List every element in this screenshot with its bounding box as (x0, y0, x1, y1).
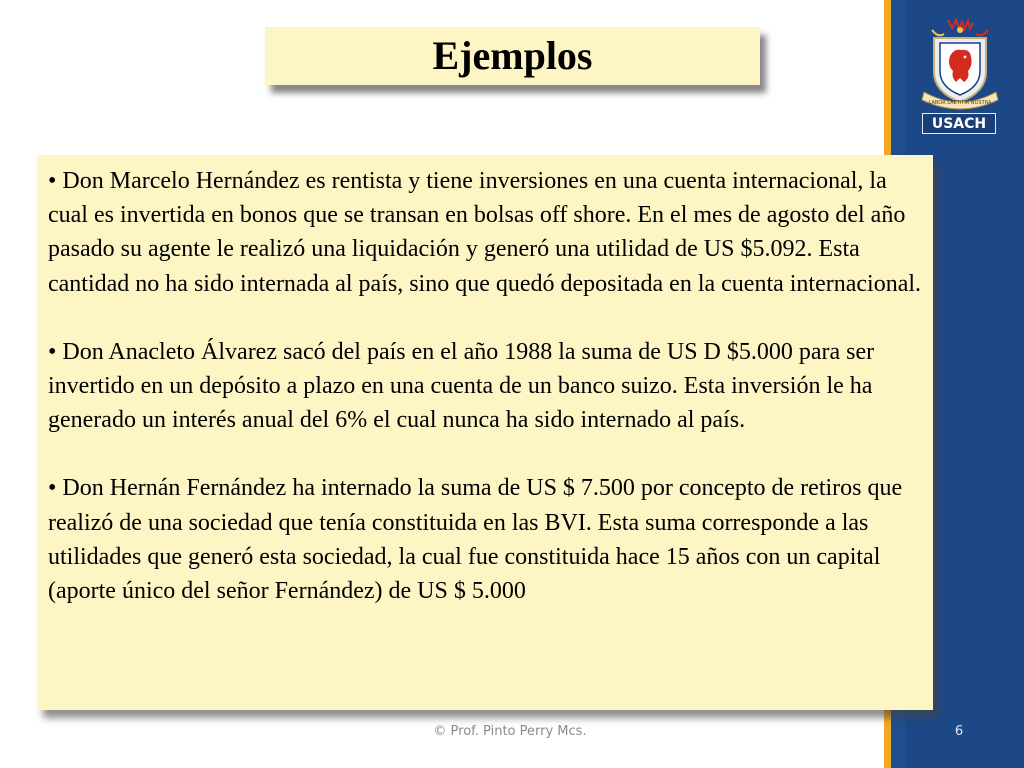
logo-label: USACH (922, 113, 996, 134)
example-paragraph-2: • Don Anacleto Álvarez sacó del país en el año 1988 la suma de US D $5.000 para ser invertido en un depósito a plazo en una cuenta de un banco suizo. Esta inversión le ha generado un interés anual del 6% el cual nunca ha sido internado al país. (48, 338, 875, 434)
title-box (265, 27, 760, 85)
page-number: 6 (954, 724, 964, 739)
content-box (37, 155, 933, 710)
example-paragraph-3: • Don Hernán Fernández ha internado la suma de US $ 7.500 por concepto de retiros que realizó de una sociedad que tenía constituida en las BVI. Esta suma corresponde a las utilidades que generó esta sociedad, la cual fue constituida hace 15 años con un capital (aporte único del señor Fernández) de US $ 5.000 (48, 475, 903, 605)
example-paragraph-1: • Don Marcelo Hernández es rentista y tiene inversiones en una cuenta internacional, la cual es invertida en bonos que se transan en bolsas off shore. En el mes de agosto del año pasado su agente le realizó una liquidación y generó una utilidad de US $5.092. Esta cantidad no ha sido internada al país, sino que quedó depositada en la cuenta internacional. (48, 168, 922, 297)
crest-motto: LABOR LAETITIA NOSTRA (928, 100, 992, 106)
slide-title: Ejemplos (432, 33, 593, 78)
content-text (48, 164, 930, 608)
footer-text: © Prof. Pinto Perry Mcs. (433, 724, 587, 739)
university-crest-icon (918, 16, 1002, 116)
